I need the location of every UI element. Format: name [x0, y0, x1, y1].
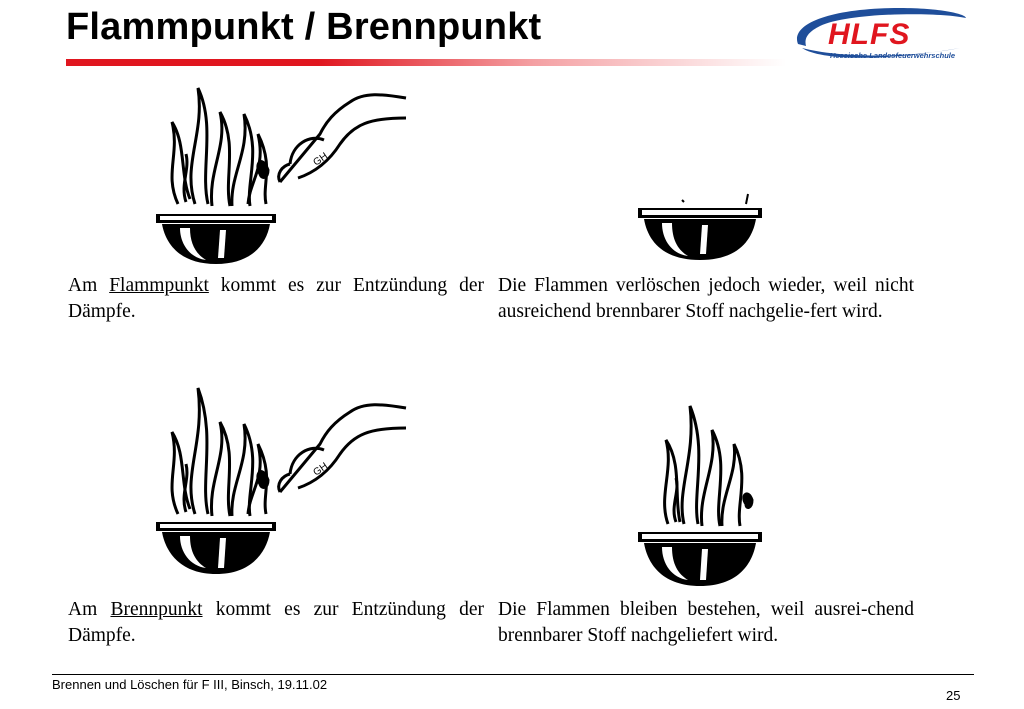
logo-text: HLFS [828, 18, 911, 51]
footer-divider [52, 674, 974, 675]
caption-suffix: kommt es zur Entzündung der Dämpfe. [68, 275, 485, 322]
title-underline-bar [66, 59, 786, 66]
sustained-flames-illustration [630, 400, 770, 592]
extinguished-bowl-illustration [630, 190, 770, 270]
firepoint-ignition-illustration [150, 380, 410, 580]
hlfs-logo [790, 4, 970, 66]
svg-text:GH: GH [311, 150, 331, 169]
caption-firepoint-ignition [68, 597, 484, 649]
caption-flashpoint-ignition [68, 273, 484, 325]
term-flammpunkt: Flammpunkt [109, 275, 209, 296]
page-title: Flammpunkt / Brennpunkt [66, 6, 542, 48]
footer-text: Brennen und Löschen für F III, Binsch, 19.11.02 [52, 677, 328, 692]
caption-suffix: kommt es zur Entzündung der Dämpfe. [68, 599, 485, 646]
caption-flames-sustained: Die Flammen bleiben bestehen, weil ausrei-chend brennbarer Stoff nachgeliefert wird. [498, 599, 914, 646]
term-brennpunkt: Brennpunkt [110, 599, 203, 620]
page-number: 25 [946, 688, 961, 703]
caption-prefix: Am [68, 599, 111, 620]
svg-text:GH: GH [311, 460, 331, 479]
caption-flames-extinguish: Die Flammen verlöschen jedoch wieder, weil nicht ausreichend brennbarer Stoff nachgelie-fert wird. [498, 275, 914, 322]
caption-prefix: Am [68, 275, 110, 296]
flashpoint-ignition-illustration [150, 74, 410, 270]
logo-subtitle: Hessische Landesfeuerwehrschule [830, 51, 956, 60]
